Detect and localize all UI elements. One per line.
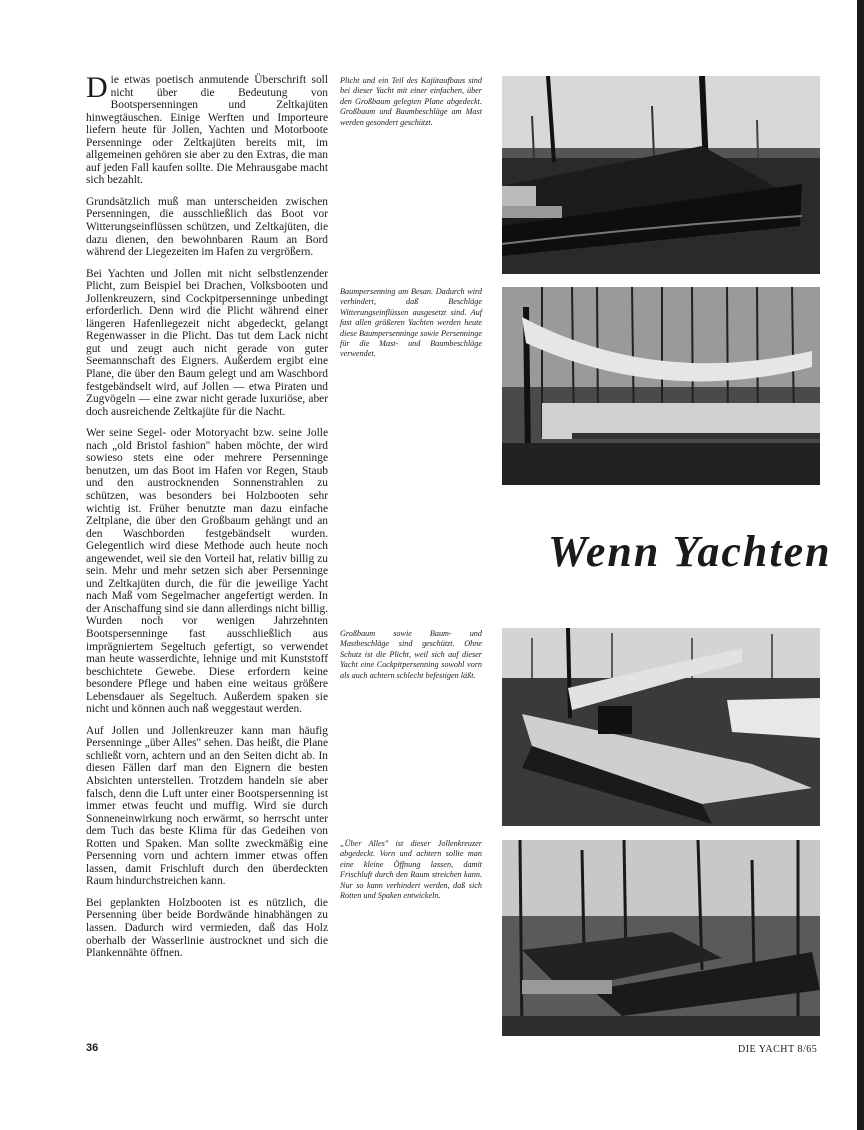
article-paragraph-5: Auf Jollen und Jollenkreuzer kann man häufig Persenninge „über Alles" sehen. Das heißt, die Plane schließt vorn, achtern und an den Seiten dicht ab. In diesen Fällen darf man den Eignern die besten Absichten unterstellen. Trotzdem handeln sie aber falsch, denn die Luft unter einer Bootspersenning ist immer etwas feucht und muffig. Wird sie durch Sonneneinwirkung noch erwärmt, so herrscht unter dem Tuch das beste Klima für das Gedeihen von Rotten und Spaken. Man sollte zweckmäßig eine Persenning vorn und achtern immer etwas offen lassen, damit Frischluft durch den überdeckten Raum hindurchstreichen kann. — [86, 724, 328, 888]
page-number: 36 — [86, 1042, 99, 1054]
article-body — [86, 71, 328, 969]
drop-cap: D — [86, 71, 108, 104]
photo-mizzen-boom-cover — [502, 287, 820, 485]
article-paragraph-4: Wer seine Segel- oder Motoryacht bzw. seine Jolle nach „old Bristol fashion" haben möchte, der wird sowieso stets eine oder mehrere Persenninge benutzen, um das Boot im Hafen vor Regen, Staub und den austrocknenden Sonnenstrahlen zu schützen, was besonders bei Holzbooten sehr wichtig ist. Früher benutzte man dazu einfache Zeltplane, die über den Großbaum gehängt und an den Waschborden festgebändselt wurden. Gelegentlich wird diese Methode auch heute noch angewendet, weil sie den Vorteil hat, relativ billig zu sein. Mehr und mehr setzen sich aber Persenninge und Zeltkajüten durch, die für die jeweilige Yacht nach Maß vom Segelmacher angefertigt werden. In der Anschaffung sind sie dann allerdings nicht billig. Wurden noch vor wenigen Jahrzehnten Bootspersenninge fast ausschließlich aus imprägniertem Segeltuch gefertigt, so verwendet man heute wasserdichte, lehnige und mit Kunststoff beschichtete Gewebe. Diese erfordern keine besondere Pflege und haben eine weitaus größere Lebensdauer als Segeltuch. Außerdem spaken sie nicht und können auch naß weggestaut werden. — [86, 427, 328, 716]
photo-caption-4: „Über Alles" ist dieser Jollenkreuzer abgedeckt. Vorn und achtern sollte man eine kleine Öffnung lassen, damit Frischluft durch den Raum streichen kann. Nur so kann verhindert werden, daß sich Rotten und Spaken entwickeln. — [340, 839, 482, 901]
photo-boom-cover-open-cockpit — [502, 628, 820, 826]
page-edge-border — [857, 0, 864, 1130]
headline: Wenn Yachten — [548, 527, 832, 576]
photo-yacht-boom-tarp — [502, 76, 820, 274]
photo-caption-1: Plicht und ein Teil des Kajütaufbaus sind bei dieser Yacht mit einer einfachen, über den Großbaum gelegten Plane abgedeckt. Großbaum und Baumbeschläge am Mast werden gesondert geschützt. — [340, 76, 482, 127]
article-paragraph-1: Die etwas poetisch anmutende Überschrift soll nicht über die Bedeutung von Bootspersenningen und Zeltkajüten hinwegtäuschen. Einige Werften und Importeure liefern heute für Jollen, Yachten und Motorboote Persenninge oder Zeltkajüten bereits mit, im allgemeinen gehören sie aber zu den Extras, die man auf jeden Fall kaufen sollte. Die Mehrausgabe macht sich bezahlt. — [86, 71, 328, 187]
article-paragraph-3: Bei Yachten und Jollen mit nicht selbstlenzender Plicht, zum Beispiel bei Drachen, Volksbooten und Jollenkreuzern, sind Cockpitpersenninge unbedingt erforderlich. Denn wird die Plicht während einer längeren Hafenliegezeit nicht abgedeckt, gelangt Regenwasser in die Plicht. Das tut dem Lack nicht gut und zeugt auch nicht gerade von guter Seemannschaft des Eigners. Außerdem ergibt eine Plane, die über den Baum gelegt und am Waschbord festgebändselt wird, auf Jollen — etwa Piraten und Zugvögeln — eine zwar nicht gerade luxuriöse, aber doch ausreichende Zeltkajüte für die Nacht. — [86, 267, 328, 418]
magazine-issue: DIE YACHT 8/65 — [738, 1044, 818, 1055]
photo-caption-2: Baumpersenning am Besan. Dadurch wird verhindert, daß Beschläge Witterungseinflüssen ausgesetzt sind. Auf fast allen größeren Yachten werden heute diese Baumpersenninge sowie Persenninge für die Mast- und Baumbeschläge verwendet. — [340, 287, 482, 359]
article-paragraph-2: Grundsätzlich muß man unterscheiden zwischen Persenningen, die ausschließlich das Boot vor Witterungseinflüssen schützen, und Zeltkajüten, die dazu dienen, den bewohnbaren Raum an Bord während der Liegezeiten im Hafen zu vergrößern. — [86, 195, 328, 259]
photo-caption-3: Großbaum sowie Baum- und Mastbeschläge sind geschützt. Ohne Schutz ist die Plicht, weil sich auf dieser Yacht eine Cockpitpersenning sowohl vorn als auch achtern schlecht befestigen läßt. — [340, 629, 482, 680]
photo-dinghy-full-cover — [502, 840, 820, 1036]
article-paragraph-6: Bei geplankten Holzbooten ist es nützlich, die Persenning über beide Bordwände hinabhängen zu lassen. Dadurch wird vermieden, daß das Holz oberhalb der Wasserlinie austrocknet und sich die Plankennähte öffnen. — [86, 896, 328, 960]
